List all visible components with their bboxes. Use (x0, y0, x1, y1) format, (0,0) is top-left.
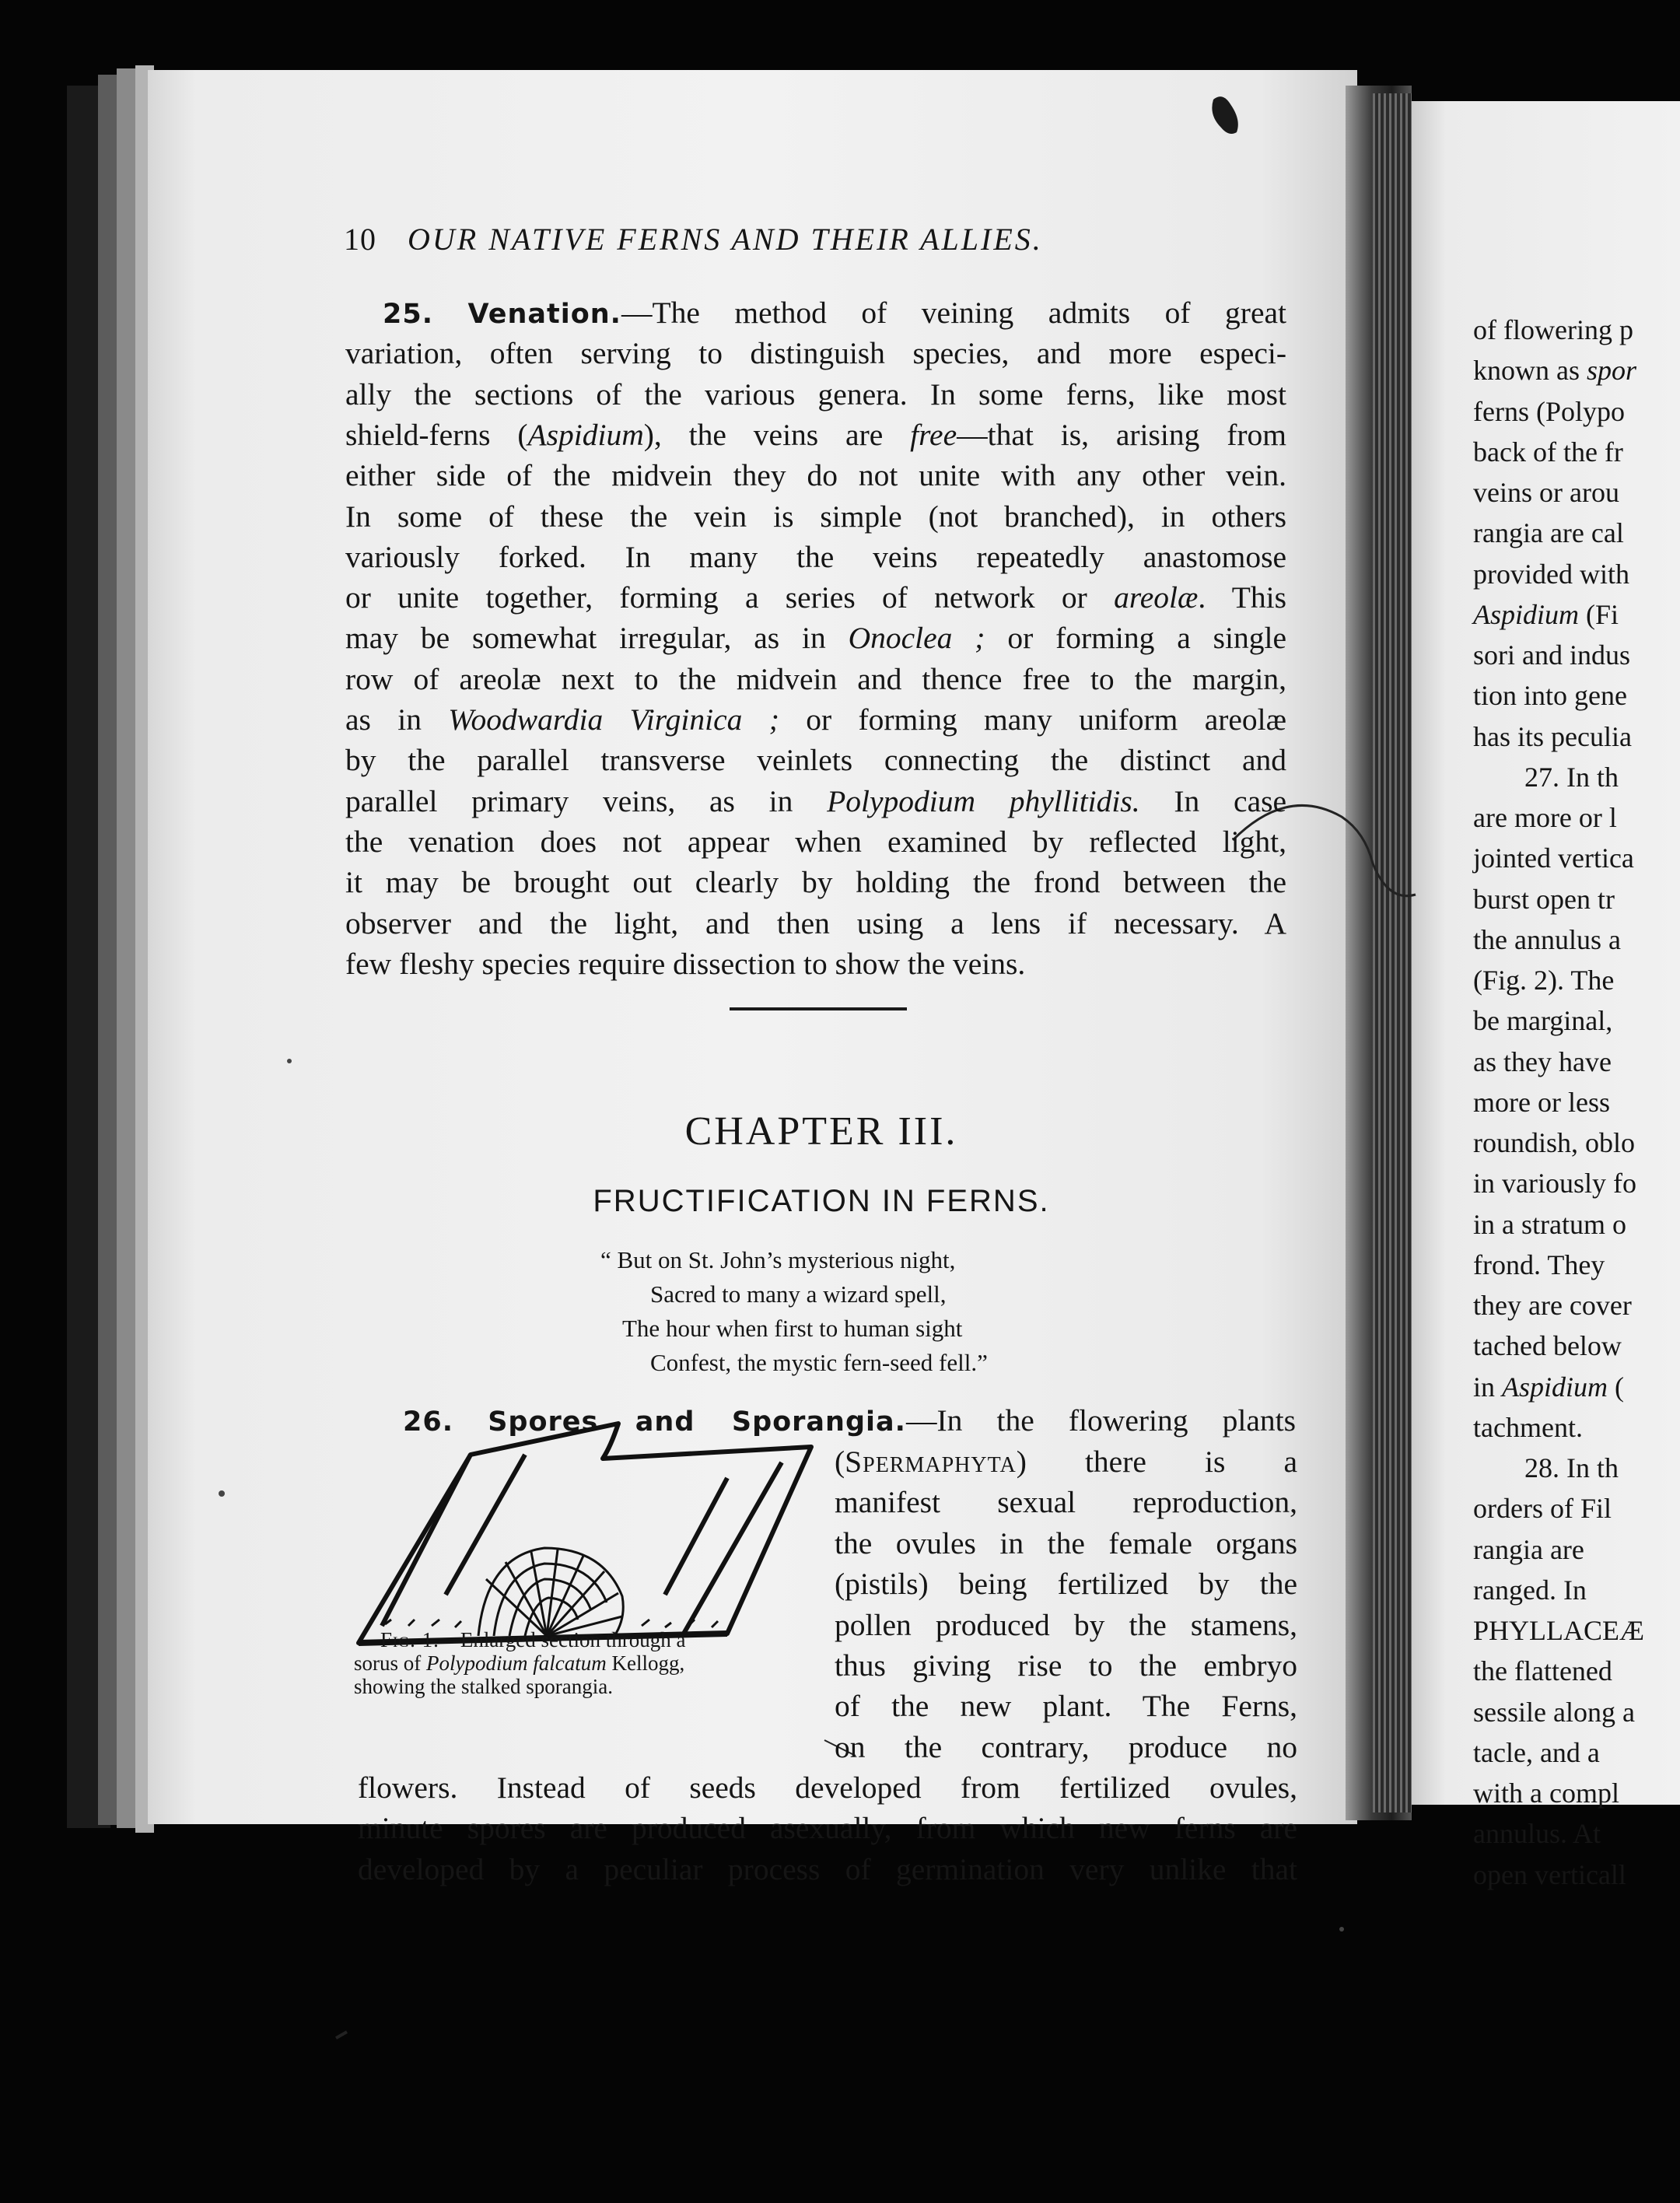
line-text: frond. They (1473, 1249, 1605, 1280)
caption-line (354, 1651, 814, 1675)
italic-term: spor (1587, 355, 1637, 387)
body-line (835, 1441, 1297, 1482)
running-title: OUR NATIVE FERNS AND THEIR ALLIES. (408, 222, 1043, 257)
italic-term: Woodwardia Virginica ; (448, 702, 779, 737)
epigraph-line: “ But on St. John’s mysterious night, (600, 1246, 956, 1273)
line-text: (Fig. 2). The (1473, 965, 1615, 996)
caption-text: —Enlarged section through a (439, 1628, 686, 1651)
right-page-line (1473, 960, 1614, 1000)
right-page-line (1473, 1488, 1612, 1529)
body-line: the venation does not appear when examined by reflected light, (345, 824, 1286, 859)
right-page-line (1473, 1610, 1644, 1651)
right-page-line (1473, 1692, 1635, 1732)
line-text: orders of Fil (1473, 1493, 1612, 1525)
line-text: in variously fo (1473, 1168, 1636, 1200)
body-line: pollen produced by the stamens, (835, 1607, 1297, 1642)
body-line: by the parallel transverse veinlets connecting the distinct and (345, 743, 1286, 778)
italic-term: Aspidium (527, 417, 644, 452)
body-line (345, 577, 1286, 618)
section-text: —In the flowering plants (905, 1403, 1297, 1438)
body-line: on the contrary, produce no (835, 1729, 1297, 1764)
line-text: 28. In th (1524, 1452, 1619, 1483)
right-page-line (1473, 432, 1623, 472)
section-heading: Venation. (467, 299, 621, 330)
section-heading: Spores and Sporangia. (488, 1406, 906, 1438)
right-page-line (1473, 635, 1630, 675)
line-text: in (1473, 1371, 1503, 1403)
right-page-line (1473, 716, 1632, 757)
line-text: are more or l (1473, 802, 1617, 833)
body-line (345, 699, 1286, 740)
right-page-line (1473, 1163, 1636, 1203)
right-page-line (1473, 675, 1627, 716)
right-page-line (1473, 1651, 1612, 1691)
line-text: roundish, oblo (1473, 1127, 1636, 1158)
body-line: developed by a peculiar process of germination very unlike that (358, 1851, 1297, 1886)
right-page-line (1473, 1813, 1601, 1854)
line-text: be marginal, (1473, 1005, 1613, 1037)
body-line: manifest sexual reproduction, (835, 1485, 1297, 1520)
line-text: sori and indus (1473, 639, 1630, 671)
ink-blot (1212, 96, 1237, 134)
body-line: row of areolæ next to the midvein and thence free to the margin, (345, 661, 1286, 696)
line-text: the annulus a (1473, 923, 1621, 955)
right-page-line (1473, 797, 1617, 838)
line-text: or forming a single (985, 621, 1286, 656)
body-line: few fleshy species require dissection to show the veins. (345, 946, 1026, 981)
line-text: ), the veins are (643, 417, 911, 452)
line-text: PHYLLACEÆ (1473, 1615, 1645, 1646)
italic-term: Aspidium (1473, 598, 1580, 630)
body-line: the ovules in the female organs (835, 1525, 1297, 1560)
caption-text: showing the stalked sporangia. (354, 1675, 613, 1698)
right-page-line (1473, 1326, 1622, 1366)
speck (287, 1059, 292, 1063)
right-page-line (1473, 879, 1615, 919)
section-number: 26. (403, 1406, 454, 1438)
body-line: ally the sections of the various genera. In some ferns, like most (345, 377, 1286, 412)
line-text: they are cover (1473, 1290, 1632, 1321)
right-page-line (1473, 472, 1619, 513)
line-text: tion into gene (1473, 680, 1627, 712)
right-page-line (1473, 1000, 1612, 1041)
speck (219, 1490, 225, 1497)
body-line (345, 781, 1286, 821)
body-line: minute spores are produced asexually, from which new ferns are (358, 1811, 1297, 1846)
right-page-line (1473, 1285, 1632, 1326)
chapter-title: CHAPTER III. (684, 1109, 958, 1154)
body-line: In some of these the vein is simple (not branched), in others (345, 499, 1286, 534)
italic-term: Aspidium (1502, 1371, 1608, 1403)
figure-label: Fig. 1. (380, 1628, 439, 1651)
epigraph-line: Sacred to many a wizard spell, (650, 1280, 947, 1308)
body-line (345, 415, 1286, 455)
right-page-line (1473, 1123, 1635, 1163)
italic-term: free (910, 417, 957, 452)
line-text: In case (1139, 783, 1287, 818)
line-text: provided with (1473, 558, 1629, 590)
line-text: tached below (1473, 1330, 1622, 1362)
line-text: veins or arou (1473, 477, 1619, 508)
speck (1339, 1927, 1344, 1932)
section-number: 25. (383, 299, 434, 330)
section-divider (730, 1007, 907, 1010)
right-page-line (1473, 1732, 1600, 1773)
line-text: sessile along a (1473, 1696, 1635, 1728)
chapter-subtitle: FRUCTIFICATION IN FERNS. (593, 1184, 1050, 1218)
page-number: 10 (344, 222, 376, 257)
line-text: annulus. At (1473, 1818, 1601, 1850)
body-line: thus giving rise to the embryo (835, 1648, 1297, 1683)
body-line: of the new plant. The Ferns, (835, 1689, 1297, 1724)
body-line: variously forked. In many the veins repeatedly anastomose (345, 539, 1286, 574)
line-text: as in (345, 702, 449, 737)
body-line: either side of the midvein they do not unite with any other vein. (345, 458, 1286, 493)
line-text: tachment. (1473, 1411, 1583, 1443)
right-page-line (1473, 838, 1634, 878)
line-text: rangia are (1473, 1533, 1584, 1565)
right-page-line (1473, 1245, 1605, 1285)
right-page-line (1473, 1042, 1612, 1082)
caption-line (354, 1628, 814, 1651)
caption-text: sorus of (354, 1651, 426, 1675)
line-text: or unite together, forming a series of network or (345, 580, 1115, 615)
line-text: tacle, and a (1473, 1736, 1600, 1768)
right-page-line (1473, 1855, 1626, 1895)
line-text: (Fi (1579, 598, 1619, 630)
line-text: ) there is a (1016, 1445, 1297, 1479)
figure-1-illustration (354, 1416, 821, 1649)
right-page-line (1473, 350, 1636, 391)
line-text: may be somewhat irregular, as in (345, 621, 849, 656)
line-text: 27. In th (1524, 761, 1619, 793)
line-text: rangia are cal (1473, 517, 1624, 549)
line-text: ( (835, 1445, 845, 1479)
line-text: shield-ferns ( (345, 417, 528, 452)
right-page-line (1473, 919, 1621, 960)
pencil-mark (336, 2032, 347, 2038)
group-name: Spermaphyta (845, 1445, 1017, 1479)
line-text: or forming many uniform areolæ (779, 702, 1286, 737)
italic-term: Onoclea ; (848, 621, 985, 656)
right-page-line (1473, 594, 1619, 635)
line-text: known as (1473, 355, 1587, 387)
line-text: more or less (1473, 1086, 1610, 1118)
line-text: jointed vertica (1473, 842, 1634, 874)
right-page-line (1473, 310, 1633, 350)
right-page-line (1473, 1367, 1624, 1407)
right-page-line (1473, 1570, 1587, 1610)
caption-text: Kellogg, (606, 1651, 685, 1675)
epigraph-line: The hour when first to human sight (622, 1315, 963, 1342)
right-page-line (1524, 1448, 1619, 1488)
body-line: flowers. Instead of seeds developed from fertilized ovules, (358, 1770, 1297, 1805)
line-text: open verticall (1473, 1858, 1626, 1890)
section-25-first-line (383, 292, 1286, 334)
line-text: ranged. In (1473, 1574, 1587, 1606)
italic-term: Polypodium phyllitidis. (827, 783, 1140, 818)
line-text: —The method of veining admits of great (621, 296, 1286, 330)
body-line (345, 618, 1286, 658)
line-text: as they have (1473, 1045, 1612, 1077)
body-line: variation, often serving to distinguish species, and more especi- (345, 336, 1286, 371)
right-page-line (1473, 513, 1624, 553)
right-page-line (1473, 391, 1625, 432)
line-text: . This (1198, 580, 1287, 615)
epigraph-line: Confest, the mystic fern-seed fell.” (650, 1349, 988, 1376)
caption-line (354, 1675, 814, 1698)
running-head (344, 219, 1043, 260)
right-page-line (1473, 1407, 1583, 1448)
body-line: (pistils) being fertilized by the (835, 1567, 1297, 1602)
line-text: with a compl (1473, 1777, 1619, 1809)
right-page-line (1524, 757, 1619, 797)
line-text: —that is, arising from (957, 417, 1286, 452)
italic-term: areolæ (1114, 580, 1199, 615)
right-page-line (1473, 1773, 1619, 1813)
right-page-line (1473, 554, 1629, 594)
line-text: has its peculia (1473, 720, 1632, 752)
line-text: back of the fr (1473, 436, 1623, 468)
right-page-line (1473, 1082, 1610, 1123)
line-text: burst open tr (1473, 883, 1615, 915)
right-page-line (1473, 1204, 1626, 1245)
line-text: parallel primary veins, as in (345, 783, 828, 818)
line-text: ( (1608, 1371, 1625, 1403)
body-line: observer and the light, and then using a lens if necessary. A (345, 905, 1286, 940)
body-line: it may be brought out clearly by holding the frond between the (345, 865, 1286, 900)
line-text: of flowering p (1473, 314, 1633, 345)
line-text: the flattened (1473, 1655, 1612, 1687)
line-text: in a stratum o (1473, 1208, 1626, 1240)
right-page-line (1473, 1529, 1584, 1570)
figure-1-caption (354, 1628, 814, 1698)
caption-species: Polypodium falcatum (426, 1651, 607, 1675)
line-text: ferns (Polypo (1473, 395, 1625, 427)
